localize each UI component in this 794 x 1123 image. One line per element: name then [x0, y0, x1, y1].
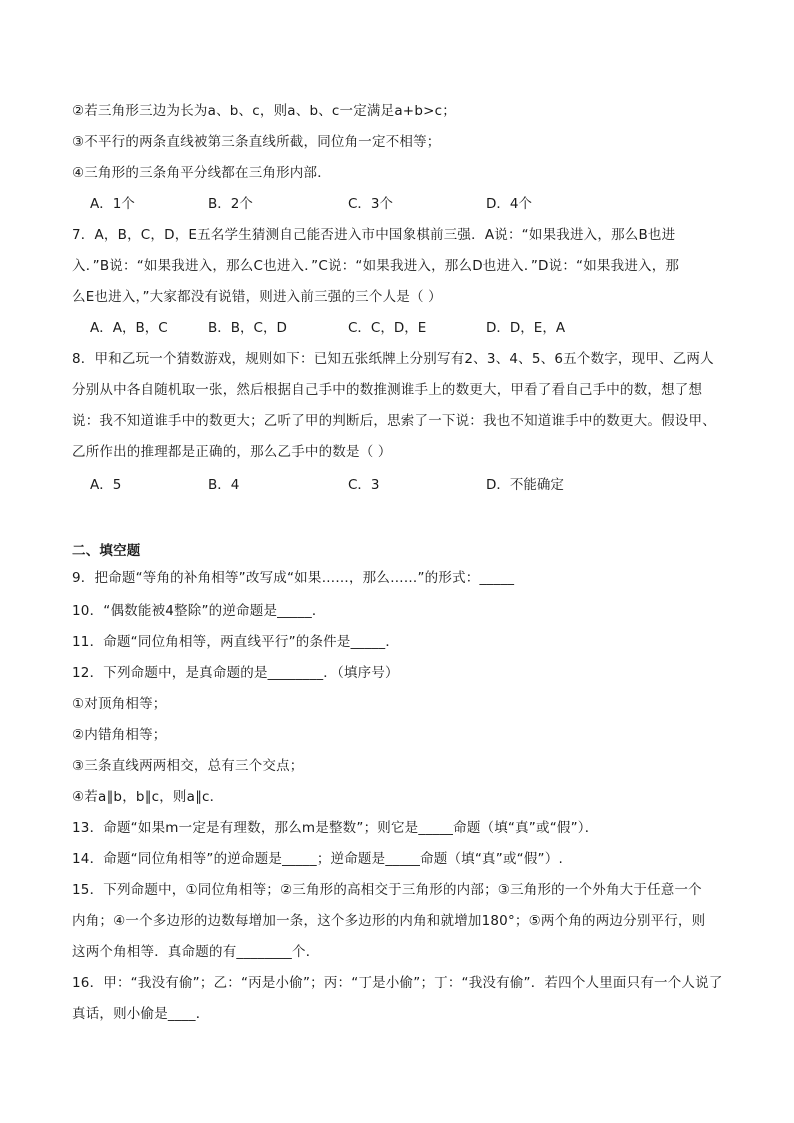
q7-line-2: 入．”B说：“如果我进入，那么C也进入．”C说：“如果我进入，那么D也进入．”D说：“如果我进入，那	[72, 258, 680, 274]
q7-line-3: 么E也进入，”大家都没有说错，则进入前三强的三个人是（ ）	[72, 289, 442, 305]
q9: 9．把命题“等角的补角相等”改写成“如果……，那么……”的形式：_____	[72, 570, 515, 586]
q16-line-1: 16．甲：“我没有偷”；乙：“丙是小偷”；丙：“丁是小偷”；丁：“我没有偷”．若四个人里面只有一个人说了	[72, 975, 723, 991]
q10: 10．“偶数能被4整除”的逆命题是_____．	[72, 603, 326, 619]
q12-stem: 12．下列命题中，是真命题的是________．（填序号）	[72, 665, 399, 681]
q12-statement-2: ②内错角相等；	[72, 727, 167, 743]
section-heading-fill-in: 二、填空题	[72, 543, 141, 559]
q14: 14．命题“同位角相等”的逆命题是_____；逆命题是_____命题（填“真”或“假”）.	[72, 851, 563, 867]
q6-option-a: A．1个	[90, 196, 135, 212]
q15-line-1: 15．下列命题中，①同位角相等；②三角形的高相交于三角形的内部；③三角形的一个外角大于任意一个	[72, 882, 702, 898]
q6-statement-2: ②若三角形三边为长为a、b、c，则a、b、c一定满足a+b>c；	[72, 103, 456, 119]
q7-option-a: A．A，B，C	[90, 320, 168, 336]
q8-line-4: 乙所作出的推理都是正确的，那么乙手中的数是（ ）	[72, 444, 392, 460]
q6-option-d: D．4个	[486, 196, 532, 212]
q12-statement-4: ④若a∥b，b∥c，则a∥c．	[72, 789, 224, 805]
q6-statement-4: ④三角形的三条角平分线都在三角形内部．	[72, 165, 331, 181]
q12-statement-3: ③三条直线两两相交，总有三个交点；	[72, 758, 304, 774]
q6-option-b: B．2个	[208, 196, 253, 212]
q8-option-d: D．不能确定	[486, 477, 564, 493]
q7-option-c: C．C，D，E	[348, 320, 427, 336]
q6-option-c: C．3个	[348, 196, 394, 212]
q7-option-d: D．D，E，A	[486, 320, 566, 336]
q6-statement-3: ③不平行的两条直线被第三条直线所截，同位角一定不相等；	[72, 134, 441, 150]
q16-line-2: 真话，则小偷是____．	[72, 1006, 210, 1022]
q7-line-1: 7．A，B，C，D，E五名学生猜测自己能否进入市中国象棋前三强．A说：“如果我进入，那么B也进	[72, 227, 676, 243]
q8-line-3: 说：我不知道谁手中的数更大；乙听了甲的判断后，思索了一下说：我也不知道谁手中的数更大。假设甲、	[72, 413, 716, 429]
q8-option-b: B．4	[208, 477, 240, 493]
q8-option-c: C．3	[348, 477, 380, 493]
q7-option-b: B．B，C，D	[208, 320, 287, 336]
q12-statement-1: ①对顶角相等；	[72, 696, 167, 712]
q8-option-a: A．5	[90, 477, 122, 493]
q13: 13．命题“如果m一定是有理数，那么m是整数”；则它是_____命题（填“真”或“假”）．	[72, 820, 599, 836]
q15-line-2: 内角；④一个多边形的边数每增加一条，这个多边形的内角和就增加180°；⑤两个角的两边分别平行，则	[72, 913, 706, 929]
q11: 11．命题“同位角相等，两直线平行”的条件是_____．	[72, 634, 400, 650]
q15-line-3: 这两个角相等．真命题的有________个．	[72, 944, 320, 960]
q8-line-1: 8．甲和乙玩一个猜数游戏，规则如下：已知五张纸牌上分别写有2、3、4、5、6五个数字，现甲、乙两人	[72, 351, 714, 367]
q8-line-2: 分别从中各自随机取一张，然后根据自己手中的数推测谁手上的数更大，甲看了看自己手中的数，想了想	[72, 382, 703, 398]
